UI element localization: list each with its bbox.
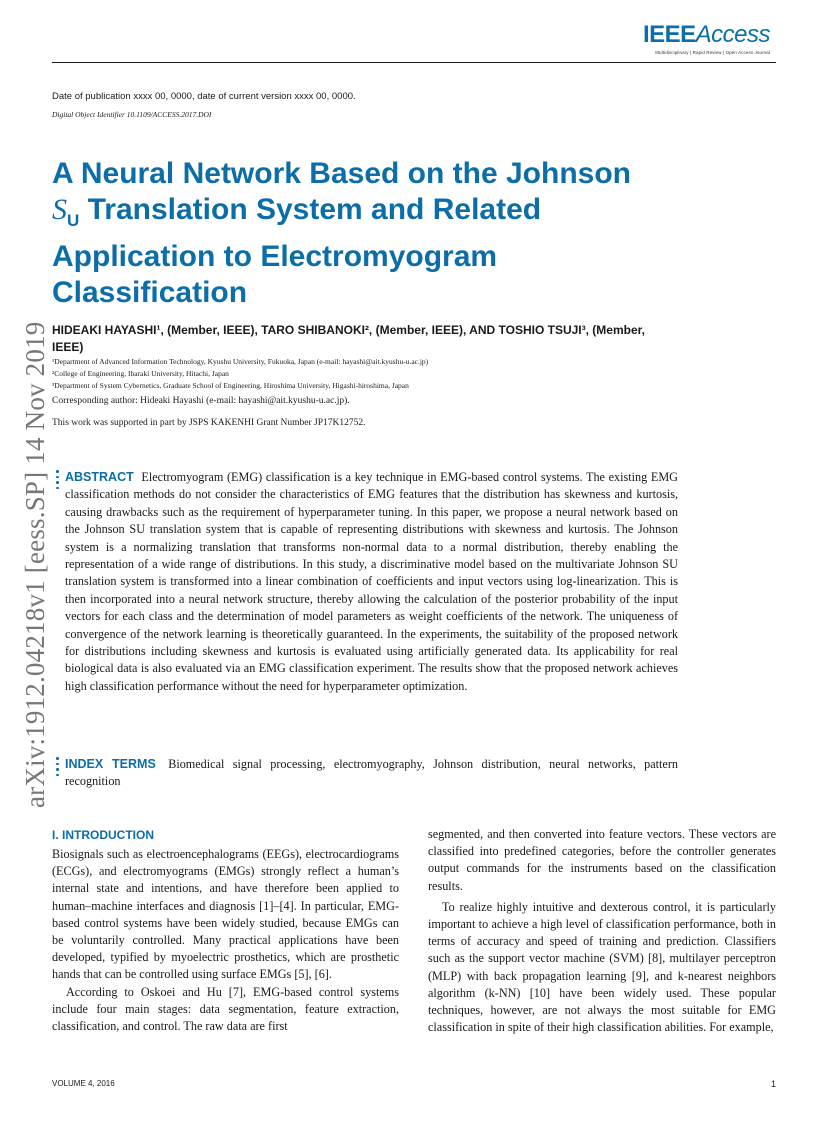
logo-tagline: Multidisciplinary | Rapid Review | Open Access Journal (655, 50, 770, 55)
index-terms (65, 756, 678, 791)
doi-line: Digital Object Identifier 10.1109/ACCESS.2017.DOI (52, 110, 212, 119)
title-symbol-s: S (52, 193, 67, 226)
index-terms-heading: INDEX TERMS (65, 757, 156, 771)
footer-volume: VOLUME 4, 2016 (52, 1079, 115, 1088)
arxiv-stamp: arXiv:1912.04218v1 [eess.SP] 14 Nov 2019 (20, 321, 50, 808)
title-line-1: A Neural Network Based on the Johnson (52, 157, 631, 190)
affiliation-2: ²College of Engineering, Ibaraki University, Hitachi, Japan (52, 369, 229, 378)
paragraph: Biosignals such as electroencephalograms (EEGs), electrocardiograms (ECGs), and electromyograms (EMGs) strongly reflect a human’s internal state and intentions, and have therefore been applied to human–machine interfaces and diagnosis [1]–[4]. In particular, EMG-based control systems have been widely studied, because EMGs can be voluntarily controlled. Many practical applications have been developed, typified by myoelectric prosthetics, which are prosthetic hands that can be controlled using surface EMGs [5], [6]. (52, 847, 399, 982)
corresponding-author: Corresponding author: Hideaki Hayashi (e-mail: hayashi@ait.kyushu-u.ac.jp). (52, 396, 350, 406)
publication-date: Date of publication xxxx 00, 0000, date of current version xxxx 00, 0000. (52, 91, 356, 102)
abstract-text: Electromyogram (EMG) classification is a key technique in EMG-based control systems. The existing EMG classification methods do not consider the characteristics of EMG features that the distribution has skewness and kurtosis, causing drawbacks such as the requirement of hyperparameter tuning. In this paper, we propose a neural network based on the Johnson SU translation system that is capable of representing distributions with skewness and kurtosis. The Johnson system is a normalizing translation that transforms non-normal data to a normal distribution, thereby enabling the representation of a wide range of distributions. In this study, a discriminative model based on the multivariate Johnson SU translation system is transformed into a linear combination of coefficients and input vectors using log-linearization. This is then incorporated into a neural network structure, thereby allowing the calculation of the posterior probability of the input vectors for each class and the determination of model parameters as weight coefficients of the network. The uniqueness of convergence of the network learning is theoretically guaranteed. In the experiments, the suitability of the proposed network for distributions including skewness and kurtosis is evaluated using artificially generated data. Its applicability for real biological data is also evaluated via an EMG classification experiment. The results show that the proposed network achieves high classification performance without the need for hyperparameter optimization. (65, 470, 678, 693)
paragraph: According to Oskoei and Hu [7], EMG-based control systems include four main stages: data segmentation, feature extraction, classification, and control. The raw data are first (52, 984, 399, 1034)
journal-logo (643, 22, 770, 55)
body-column-right (428, 826, 776, 1036)
paper-title (52, 156, 712, 311)
title-line-2-text: Translation System and Related (79, 193, 542, 226)
affiliation-3: ³Department of System Cybernetics, Graduate School of Engineering, Hiroshima University, Higashi-hiroshima, Japan (52, 381, 409, 390)
title-line-3: Application to Electromyogram (52, 240, 498, 273)
body-column-left (52, 846, 399, 1035)
index-terms-marker (56, 757, 58, 779)
title-line-4: Classification (52, 276, 248, 309)
funding-note: This work was supported in part by JSPS KAKENHI Grant Number JP17K12752. (52, 418, 366, 428)
logo-wordmark: IEEEAccess (642, 21, 770, 48)
header-rule (52, 62, 776, 63)
author-list: HIDEAKI HAYASHI¹, (Member, IEEE), TARO SHIBANOKI², (Member, IEEE), AND TOSHIO TSUJI³, (Member, IEEE) (52, 323, 645, 354)
abstract-marker (56, 470, 58, 492)
paragraph: segmented, and then converted into feature vectors. These vectors are classified into predefined categories, before the controller generates output commands for the instruments based on the classification results. (428, 827, 776, 893)
paragraph: To realize highly intuitive and dexterous control, it is particularly important to achieve a high level of classification performance, both in terms of accuracy and speed of training and prediction. Classifiers such as the support vector machine (SVM) [8], multilayer perceptron (MLP) with back propagation learning [9], and k-nearest neighbors algorithm (k-NN) [10] have been widely used. These popular techniques, however, are not always the most suitable for EMG classification in spite of their high classification abilities. For example, (428, 899, 776, 1035)
index-terms-text: Biomedical signal processing, electromyography, Johnson distribution, neural networks, pattern recognition (65, 757, 678, 789)
title-line-2 (52, 192, 712, 239)
title-symbol-u: U (67, 211, 80, 230)
affiliations (52, 356, 732, 392)
abstract (65, 469, 678, 695)
abstract-heading: ABSTRACT (65, 470, 134, 484)
affiliation-1: ¹Department of Advanced Information Technology, Kyushu University, Fukuoka, Japan (e-mail: hayashi@ait.kyushu-u.ac.jp) (52, 357, 429, 366)
page-number: 1 (770, 1079, 776, 1089)
section-heading-introduction: I. INTRODUCTION (52, 828, 154, 842)
